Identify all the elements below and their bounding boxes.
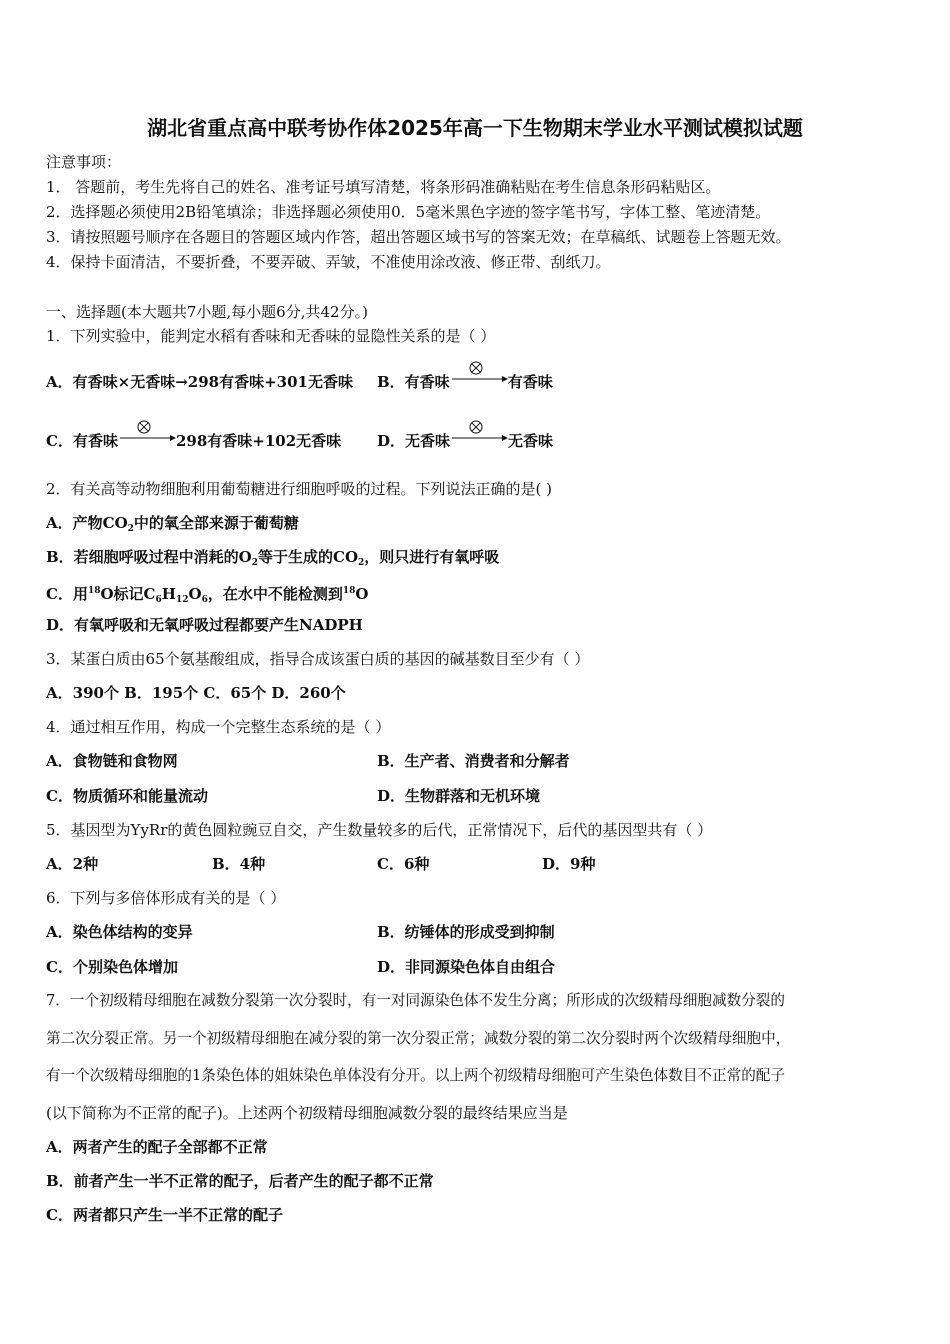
notice-item-4: 4．保持卡面清洁，不要折叠，不要弄破、弄皱，不准使用涂改液、修正带、刮纸刀。 xyxy=(46,253,611,271)
question-2-stem: 2．有关高等动物细胞利用葡萄糖进行细胞呼吸的过程。下列说法正确的是( ) xyxy=(46,480,553,498)
q7-option-b: B．前者产生一半不正常的配子，后者产生的配子都不正常 xyxy=(46,1172,434,1190)
selfing-arrow-icon xyxy=(450,373,508,393)
q1-option-b-pre: B．有香味 xyxy=(377,373,450,391)
question-7-line-2: 第二次分裂正常。另一个初级精母细胞在减分裂的第一次分裂正常；减数分裂的第二次分裂时两个次级精母细胞中， xyxy=(46,1030,791,1047)
question-3-stem: 3．某蛋白质由65个氨基酸组成，指导合成该蛋白质的基因的碱基数目至少有（ ） xyxy=(46,650,590,668)
notice-heading: 注意事项： xyxy=(46,153,122,171)
q4-option-d: D．生物群落和无机环境 xyxy=(377,787,541,805)
q1-option-c-pre: C．有香味 xyxy=(46,432,118,450)
q6-option-d: D．非同源染色体自由组合 xyxy=(377,958,556,976)
q7-option-c: C．两者都只产生一半不正常的配子 xyxy=(46,1206,283,1224)
question-5-stem: 5．基因型为YyRr的黄色圆粒豌豆自交，产生数量较多的后代，正常情况下，后代的基因型共有（ ） xyxy=(46,821,713,839)
notice-item-3: 3．请按照题号顺序在各题目的答题区域内作答，超出答题区域书写的答案无效；在草稿纸、试题卷上答题无效。 xyxy=(46,228,791,246)
q5-option-c: C．6种 xyxy=(377,855,430,873)
q5-option-a: A．2种 xyxy=(46,855,99,873)
q2-option-a: A．产物$CO_2$中的氧全部来源于葡萄糖 xyxy=(46,514,299,534)
q6-option-b: B．纺锤体的形成受到抑制 xyxy=(377,923,555,941)
q6-option-c: C．个别染色体增加 xyxy=(46,958,178,976)
q1-option-b-post: 有香味 xyxy=(507,373,553,391)
q4-option-c: C．物质循环和能量流动 xyxy=(46,787,208,805)
q4-option-b: B．生产者、消费者和分解者 xyxy=(377,752,570,770)
question-4-stem: 4．通过相互作用，构成一个完整生态系统的是（ ） xyxy=(46,718,391,736)
q7-option-a: A．两者产生的配子全部都不正常 xyxy=(46,1138,268,1156)
question-6-stem: 6．下列与多倍体形成有关的是（ ） xyxy=(46,889,286,907)
q6-option-a: A．染色体结构的变异 xyxy=(46,923,193,941)
q1-option-d xyxy=(377,431,553,452)
q1-option-b xyxy=(377,372,553,393)
q1-option-a: A．有香味×无香味→298有香味+301无香味 xyxy=(46,373,353,391)
q2-option-d: D．有氧呼吸和无氧呼吸过程都要产生NADPH xyxy=(46,616,363,634)
question-1-stem: 1．下列实验中，能判定水稻有香味和无香味的显隐性关系的是（ ） xyxy=(46,327,496,345)
notice-item-1: 1． 答题前，考生先将自己的姓名、准考证号填写清楚，将条形码准确粘贴在考生信息条形码粘贴区。 xyxy=(46,178,721,196)
question-7-line-3: 有一个次级精母细胞的1条染色体的姐妹染色单体没有分开。以上两个初级精母细胞可产生染色体数目不正常的配子 xyxy=(46,1067,785,1084)
notice-item-2: 2．选择题必须使用2B铅笔填涂；非选择题必须使用0．5毫米黑色字迹的签字笔书写，字体工整、笔迹清楚。 xyxy=(46,203,771,221)
selfing-arrow-icon xyxy=(118,432,176,452)
page-title: 湖北省重点高中联考协作体2025年高一下生物期末学业水平测试模拟试题 xyxy=(147,116,803,140)
q2-option-c: C．用$^{18}$O标记$C_6H_{12}O_6$，在水中不能检测到$^{18}$O xyxy=(46,585,369,605)
q5-option-d: D．9种 xyxy=(542,855,596,873)
q2-option-b: B．若细胞呼吸过程中消耗的$O_2$等于生成的$CO_2$，则只进行有氧呼吸 xyxy=(46,548,500,568)
q1-option-c-post: 298有香味+102无香味 xyxy=(175,432,342,450)
q1-option-d-pre: D．无香味 xyxy=(377,432,451,450)
q3-options: A．390个 B．195个 C．65个 D．260个 xyxy=(46,684,346,702)
q5-option-b: B．4种 xyxy=(212,855,266,873)
question-7-line-1: 7．一个初级精母细胞在减数分裂第一次分裂时，有一对同源染色体不发生分离；所形成的次级精母细胞减数分裂的 xyxy=(46,992,785,1009)
q4-option-a: A．食物链和食物网 xyxy=(46,752,178,770)
section-heading: 一、选择题(本大题共7小题,每小题6分,共42分。) xyxy=(46,303,368,321)
question-7-line-4: (以下简称为不正常的配子)。上述两个初级精母细胞减数分裂的最终结果应当是 xyxy=(46,1104,568,1122)
q1-option-c xyxy=(46,431,341,452)
selfing-arrow-icon xyxy=(450,432,508,452)
q1-option-d-post: 无香味 xyxy=(508,432,554,450)
